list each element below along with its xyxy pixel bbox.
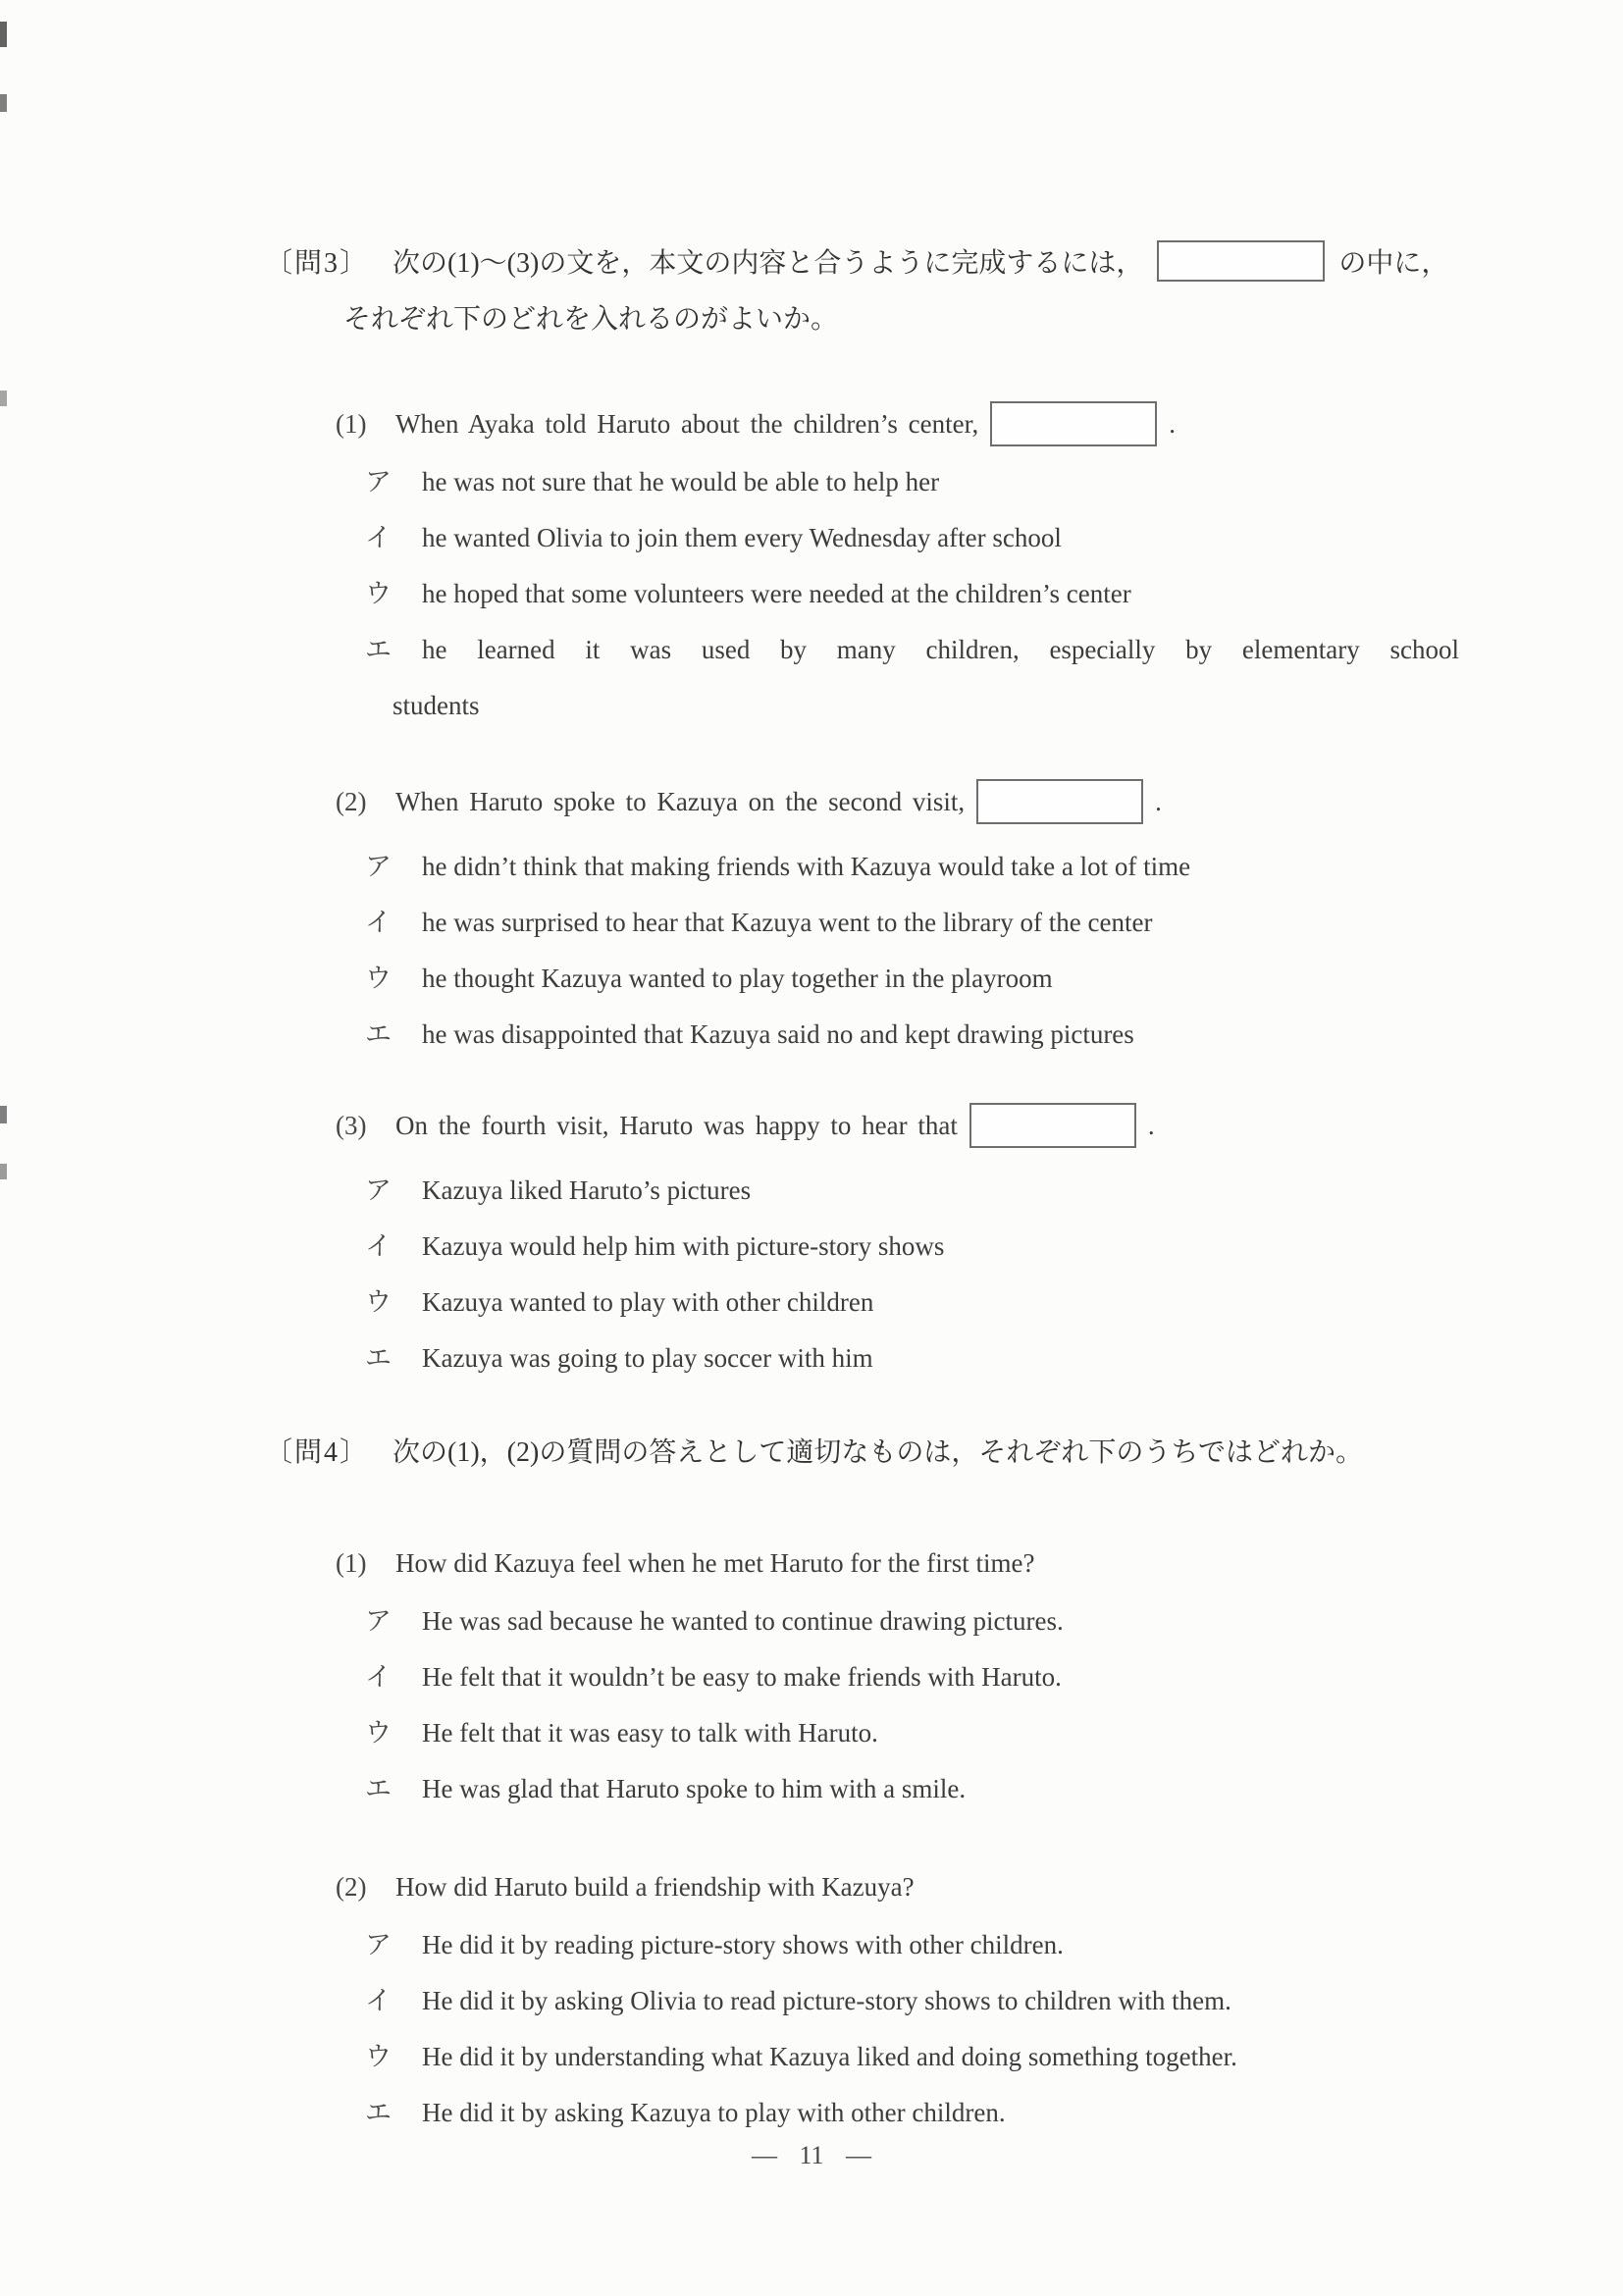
answer-blank-box [969,1103,1136,1148]
section-q3-intro-line2: それぞれ下のどれを入れるのがよいか。 [343,304,839,335]
stem-period: . [1155,786,1162,816]
question-number: (1) [336,1547,367,1578]
option-row [336,1020,1484,1048]
section-intro-after-box: の中に， [1338,248,1449,279]
section-label: 〔問4〕 [265,1437,370,1468]
option-text: he was disappointed that Kazuya said no and kept drawing pictures [422,1019,1134,1049]
answer-blank-box [976,779,1143,824]
option-label: ウ [365,2042,392,2071]
question-stem: How did Kazuya feel when he met Haruto for the first time? [395,1547,1035,1578]
option-label: イ [365,523,392,552]
option-label: エ [365,1019,392,1049]
question-stem-row [336,1872,1484,1902]
question-item [336,776,1484,1048]
option-text: He felt that it wouldn’t be easy to make friends with Haruto. [422,1662,1062,1692]
option-row [336,853,1484,880]
question-number: (1) [336,408,367,439]
option-text: He did it by understanding what Kazuya liked and doing something together. [422,2042,1237,2071]
option-text: He did it by reading picture-story shows with other children. [422,1930,1064,1959]
option-text: he was surprised to hear that Kazuya went to the library of the center [422,908,1153,937]
option-text: he thought Kazuya wanted to play together in the playroom [422,964,1053,993]
options-list [336,1176,1484,1372]
question-stem-row [336,398,1484,449]
question-stem-row [336,776,1484,827]
answer-blank-box [1157,240,1325,282]
option-text: Kazuya liked Haruto’s pictures [422,1175,752,1205]
option-row [336,965,1484,992]
option-text: He felt that it was easy to talk with Haruto. [422,1718,878,1748]
section-intro: 次の(1)，(2)の質問の答えとして適切なものは，それぞれ下のうちではどれか。 [393,1437,1364,1468]
option-row [336,636,1484,719]
scan-mark [0,391,7,406]
option-row [336,524,1484,551]
question-item [336,1548,1484,1802]
options-list [336,468,1484,719]
option-text-continuation: students [393,691,480,720]
option-label: イ [365,908,392,937]
option-row [336,909,1484,936]
question-item [336,1872,1484,2126]
question-number: (3) [336,1110,367,1140]
option-label: エ [365,1774,392,1803]
option-label: ア [365,1930,392,1959]
option-label: ア [365,1175,392,1205]
option-label: エ [365,635,392,664]
question-number: (2) [336,786,367,816]
question-stem: When Haruto spoke to Kazuya on the second visit, [395,786,966,816]
option-label: ウ [365,579,392,608]
option-row [336,1719,1484,1747]
option-row [336,1176,1484,1204]
question-stem: On the fourth visit, Haruto was happy to hear that [395,1110,958,1140]
option-row [336,1232,1484,1260]
answer-blank-box [990,401,1157,446]
section-intro-before-box: 次の(1)～(3)の文を，本文の内容と合うように完成するには， [393,248,1144,279]
option-text: He did it by asking Olivia to read picture-story shows to children with them. [422,1986,1231,2015]
option-row [336,580,1484,607]
option-label: ウ [365,1287,392,1317]
option-label: イ [365,1986,392,2015]
option-text: he hoped that some volunteers were needed at the children’s center [422,579,1131,608]
option-label: ア [365,1606,392,1636]
section-label: 〔問3〕 [265,248,370,279]
option-row [336,468,1484,496]
option-text: he was not sure that he would be able to help her [422,467,940,496]
options-list [336,1607,1484,1802]
option-row [336,1931,1484,1958]
option-text: he didn’t think that making friends with Kazuya would take a lot of time [422,852,1191,881]
section-q3-heading [265,238,1448,284]
option-text-line1: he learned it was used by many children, especially by elementary school [422,635,1459,664]
option-label: エ [365,2098,392,2127]
option-row [336,1775,1484,1802]
option-label: イ [365,1231,392,1261]
option-row [336,1663,1484,1691]
options-list [336,1931,1484,2126]
option-text: Kazuya wanted to play with other children [422,1287,874,1317]
option-label: エ [365,1343,392,1373]
section-q4-heading [265,1433,1363,1468]
option-text: he wanted Olivia to join them every Wednesday after school [422,523,1062,552]
question-item [336,1100,1484,1372]
question-stem-row [336,1548,1484,1578]
question-stem: How did Haruto build a friendship with Kazuya? [395,1871,915,1902]
option-row [336,1288,1484,1316]
page-number: — 11 — [751,2141,872,2169]
question-number: (2) [336,1871,367,1902]
option-label: ウ [365,1718,392,1748]
question-item [336,398,1484,719]
stem-period: . [1147,1110,1155,1140]
question-stem: When Ayaka told Haruto about the children’s center, [395,408,979,439]
scan-mark [0,1164,7,1179]
scan-mark [0,22,7,47]
option-text: Kazuya was going to play soccer with him [422,1343,873,1373]
option-row [336,2099,1484,2126]
option-row [336,1607,1484,1635]
option-row [336,1344,1484,1372]
option-label: ア [365,852,392,881]
option-row [336,1987,1484,2014]
scan-mark [0,1106,7,1123]
scan-mark [0,94,7,112]
stem-period: . [1169,408,1176,439]
option-text: He was sad because he wanted to continue drawing pictures. [422,1606,1064,1636]
option-text [393,635,1459,720]
option-text: He did it by asking Kazuya to play with other children. [422,2098,1006,2127]
option-text: Kazuya would help him with picture-story shows [422,1231,945,1261]
options-list [336,853,1484,1048]
option-text: He was glad that Haruto spoke to him with a smile. [422,1774,967,1803]
option-row [336,2043,1484,2070]
option-label: イ [365,1662,392,1692]
option-label: ア [365,467,392,496]
option-label: ウ [365,964,392,993]
question-stem-row [336,1100,1484,1151]
